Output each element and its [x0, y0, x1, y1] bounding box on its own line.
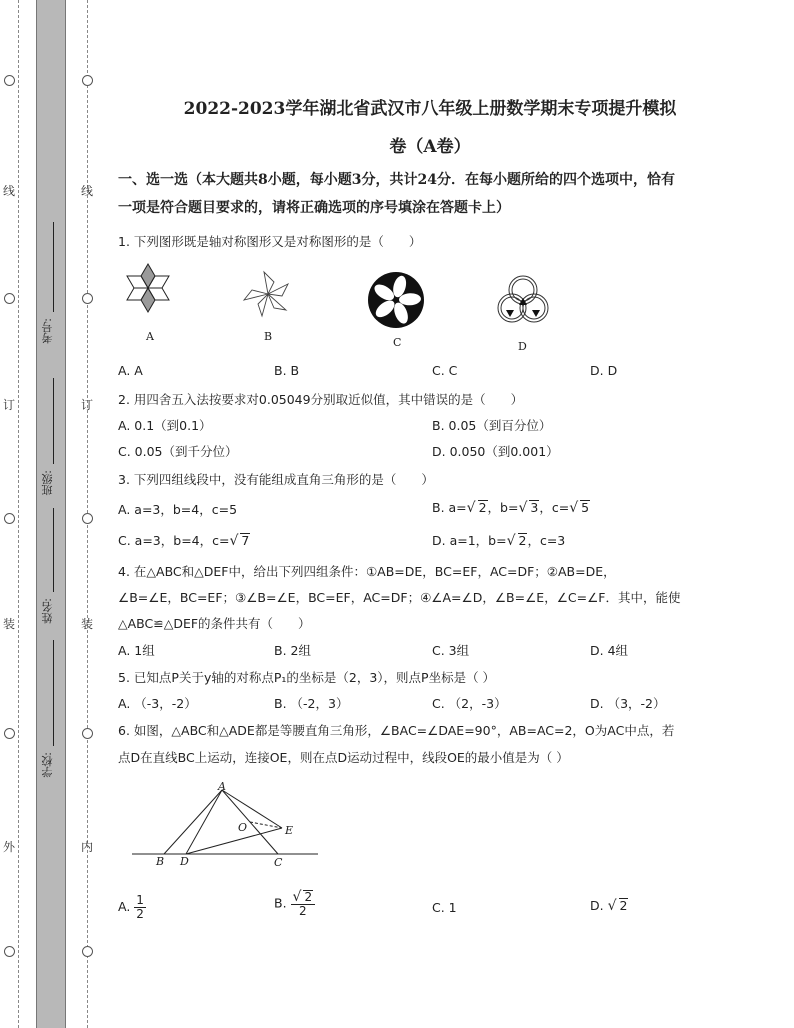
page-title-line2: 卷（A卷）: [389, 137, 471, 157]
q6-label-e: E: [285, 824, 294, 837]
exam-number-label: 考号:: [41, 318, 54, 344]
fraction-numerator: √ 2: [291, 890, 316, 905]
exam-number-line: [53, 222, 54, 312]
q3-option-a[interactable]: A. a=3，b=4，c=5: [118, 502, 238, 517]
q1-figure-b: [236, 266, 300, 322]
question-5-stem: 5. 已知点P关于y轴的对称点P₁的坐标是（2，3），则点P坐标是（ ）: [118, 670, 496, 685]
q1-option-c[interactable]: C. C: [432, 363, 458, 378]
school-line: [53, 640, 54, 746]
q3-option-b[interactable]: B. a=√ 2，b=√ 3，c=√ 5: [432, 500, 590, 516]
q5-option-c[interactable]: C. （2，-3）: [432, 696, 507, 711]
outer-fold-line: [18, 0, 19, 1028]
question-3-stem: 3. 下列四组线段中，没有能组成直角三角形的是（ ）: [118, 472, 434, 487]
q6-option-a-fraction: [134, 894, 146, 921]
q6-option-b-fraction: [291, 890, 316, 918]
q4-option-d[interactable]: D. 4组: [590, 643, 629, 658]
q3-option-d-text: ，c=3: [527, 533, 566, 548]
binding-hole: [82, 513, 93, 524]
q2-option-c[interactable]: C. 0.05（到千分位）: [118, 444, 238, 459]
q1-figure-d: [490, 268, 556, 332]
q1-fig-label-b: B: [264, 330, 273, 343]
q1-fig-label-a: A: [146, 330, 154, 343]
q1-fig-label-c: C: [393, 336, 402, 349]
question-6-line1: 6. 如图，△ABC和△ADE都是等腰直角三角形，∠BAC=∠DAE=90°，AB=AC=2，O为AC中点，若: [118, 723, 675, 738]
fraction-numerator: 1: [136, 893, 144, 907]
q5-option-d[interactable]: D. （3，-2）: [590, 696, 666, 711]
question-1-stem: 1. 下列图形既是轴对称图形又是对称图形的是（ ）: [118, 234, 422, 249]
q1-figure-a: [118, 256, 178, 322]
binding-hole: [82, 728, 93, 739]
q3-option-d-radicand: 2: [518, 533, 527, 548]
binding-hole: [82, 75, 93, 86]
question-6-line2: 点D在直线BC上运动，连接OE，则在点D运动过程中，线段OE的最小值是为（ ）: [118, 750, 569, 765]
q6-label-b: B: [156, 855, 165, 868]
binding-hole: [4, 946, 15, 957]
q3-option-b-radicand-b: 3: [530, 500, 539, 515]
q5-option-b[interactable]: B. （-2，3）: [274, 696, 349, 711]
q6-option-b-letter: B.: [274, 895, 287, 911]
fraction-denominator: 2: [299, 904, 307, 918]
q6-option-b-radicand: 2: [304, 890, 313, 904]
school-label: 学校:: [41, 752, 54, 778]
class-label: 班级:: [41, 470, 54, 496]
q4-option-a[interactable]: A. 1组: [118, 643, 155, 658]
question-4-line3: △ABC≌△DEF的条件共有（ ）: [118, 616, 311, 631]
q2-option-d[interactable]: D. 0.050（到0.001）: [432, 444, 559, 459]
q1-fig-label-d: D: [518, 340, 527, 353]
question-4-line2: ∠B=∠E，BC=EF；③∠B=∠E，BC=EF，AC=DF；④∠A=∠D，∠B=∠E，∠C=∠F．其中，能使: [118, 590, 681, 605]
q3-option-b-text: B. a=: [432, 500, 467, 515]
margin-char-line: 线: [2, 184, 15, 198]
binding-hole: [4, 293, 15, 304]
page-title: 2022-2023学年湖北省武汉市八年级上册数学期末专项提升模拟: [183, 99, 677, 119]
q1-option-b[interactable]: B. B: [274, 363, 300, 378]
margin-char-order: 订: [80, 398, 93, 412]
margin-char-outer: 外: [2, 840, 15, 854]
q6-label-c: C: [274, 856, 283, 869]
margin-char-bind: 装: [2, 617, 15, 631]
margin-char-inner: 内: [80, 840, 93, 854]
binding-hole: [82, 293, 93, 304]
q6-option-d-radicand: 2: [619, 898, 628, 913]
q6-option-d[interactable]: D. √ 2: [590, 898, 628, 914]
q3-option-d[interactable]: D. a=1，b=√ 2，c=3: [432, 533, 566, 549]
fraction-denominator: 2: [136, 907, 144, 921]
binding-hole: [82, 946, 93, 957]
q3-option-d-text: D. a=1，b=: [432, 533, 507, 548]
class-line: [53, 378, 54, 464]
q5-option-a[interactable]: A. （-3，-2）: [118, 696, 197, 711]
q4-option-b[interactable]: B. 2组: [274, 643, 311, 658]
q3-option-c-radicand: 7: [241, 533, 250, 548]
binding-hole: [4, 728, 15, 739]
q6-label-o: O: [238, 821, 248, 834]
q3-option-b-radicand-c: 5: [581, 500, 590, 515]
q1-option-a[interactable]: A. A: [118, 363, 143, 378]
q6-option-c[interactable]: C. 1: [432, 900, 457, 915]
margin-char-line: 线: [80, 184, 93, 198]
q6-option-a[interactable]: [118, 894, 146, 921]
binding-hole: [4, 513, 15, 524]
binding-hole: [4, 75, 15, 86]
section-heading: 一、选一选（本大题共8小题，每小题3分，共计24分．在每小题所给的四个选项中，恰有一项是符合题目要求的，请将正确选项的序号填涂在答题卡上）: [118, 172, 675, 216]
margin-char-order: 订: [2, 398, 15, 412]
question-4-line1: 4. 在△ABC和△DEF中，给出下列四组条件：①AB=DE，BC=EF，AC=DF；②AB=DE，: [118, 564, 616, 579]
q6-option-d-letter: D.: [590, 898, 604, 913]
name-line: [53, 508, 54, 592]
margin-char-bind: 装: [80, 617, 93, 631]
q3-option-b-text: ，c=: [539, 500, 570, 515]
q2-option-a[interactable]: A. 0.1（到0.1）: [118, 418, 212, 433]
q2-option-b[interactable]: B. 0.05（到百分位）: [432, 418, 552, 433]
q3-option-c[interactable]: C. a=3，b=4，c=√ 7: [118, 533, 250, 549]
q1-figure-c: [366, 270, 426, 330]
q6-label-a: A: [218, 780, 226, 793]
q3-option-b-radicand-a: 2: [478, 500, 487, 515]
q3-option-c-text: C. a=3，b=4，c=: [118, 533, 230, 548]
q6-option-b[interactable]: [274, 890, 315, 918]
question-2-stem: 2. 用四舍五入法按要求对0.05049分别取近似值，其中错误的是（ ）: [118, 392, 524, 407]
q6-label-d: D: [180, 855, 189, 868]
binding-strip: [36, 0, 66, 1028]
q3-option-b-text: ，b=: [487, 500, 519, 515]
q4-option-c[interactable]: C. 3组: [432, 643, 470, 658]
q1-option-d[interactable]: D. D: [590, 363, 618, 378]
name-label: 姓名:: [41, 598, 54, 624]
q6-option-a-letter: A.: [118, 899, 131, 914]
